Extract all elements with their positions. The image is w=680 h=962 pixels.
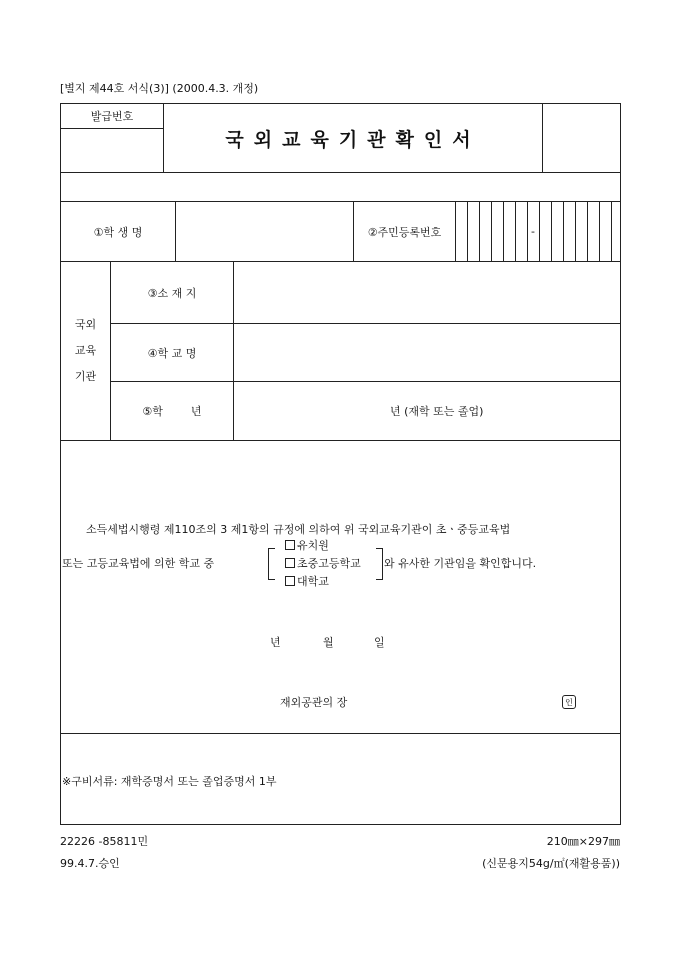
school-type-option-university[interactable] <box>285 573 329 588</box>
school-type-bracket-left <box>268 548 275 580</box>
rrn-label: ②주민등록번호 <box>367 225 442 239</box>
statement-line-2-suffix: 와 유사한 기관임을 확인합니다. <box>384 557 537 570</box>
grade-label-part: ⑤학 <box>142 405 163 418</box>
paper-size: 210㎜×297㎜ <box>546 835 620 848</box>
issue-no-label: 발급번호 <box>90 110 134 123</box>
school-name-label: ④학 교 명 <box>147 346 197 360</box>
school-type-option-kindergarten[interactable] <box>285 537 329 552</box>
institution-group-label <box>61 262 110 440</box>
location-field[interactable] <box>234 262 620 323</box>
option-label: 초중고등학교 <box>297 556 361 570</box>
grade-field[interactable] <box>234 382 620 440</box>
approval-date: 99.4.7.승인 <box>60 857 120 870</box>
statement-line-2-prefix: 또는 고등교육법에 의한 학교 중 <box>62 557 215 570</box>
seal-icon: 인 <box>562 695 576 709</box>
blank-row <box>61 173 620 201</box>
grade-label <box>111 382 233 440</box>
form-header-note: [별지 제44호 서식(3)] (2000.4.3. 개정) <box>60 82 259 95</box>
paper-spec: (신문용지54g/㎡(재활용품)) <box>482 857 620 870</box>
issue-no-field[interactable] <box>61 129 163 172</box>
separator-above-documents <box>60 733 621 734</box>
option-label: 유치원 <box>297 538 329 552</box>
student-name-label: ①학 생 명 <box>93 225 143 239</box>
form-code: 22226 -85811민 <box>60 835 149 848</box>
school-type-option-primary-secondary[interactable] <box>285 555 361 570</box>
date-year-label: 년 <box>270 636 281 649</box>
title-right-border <box>542 103 543 172</box>
institution-group-label-line: 국외 <box>74 318 97 331</box>
statement-line-1: 소득세법시행령 제110조의 3 제1항의 규정에 의하여 위 국외교육기관이 초ㆍ중등교육법 <box>86 523 511 536</box>
date-month-label: 월 <box>323 636 334 649</box>
checkbox-icon <box>285 558 295 568</box>
location-label: ③소 재 지 <box>147 286 197 300</box>
school-name-field[interactable] <box>234 324 620 381</box>
signer-label: 재외공관의 장 <box>280 696 348 709</box>
form-title: 국외교육기관확인서 <box>225 128 481 151</box>
institution-group-label-line: 기관 <box>74 370 97 383</box>
date-day-label: 일 <box>374 636 385 649</box>
rrn-field[interactable] <box>456 202 620 261</box>
grade-label-part: 년 <box>190 405 202 418</box>
institution-group-label-line: 교육 <box>74 344 97 357</box>
student-name-field[interactable] <box>176 202 353 261</box>
checkbox-icon <box>285 576 295 586</box>
checkbox-icon <box>285 540 295 550</box>
option-label: 대학교 <box>297 574 329 588</box>
school-type-bracket-right <box>376 548 383 580</box>
grade-value-text: 년 (재학 또는 졸업) <box>390 405 484 418</box>
separator-under-institution <box>60 440 621 441</box>
rrn-dash: - <box>531 225 535 238</box>
required-documents-note: ※구비서류: 재학증명서 또는 졸업증명서 1부 <box>62 775 277 788</box>
